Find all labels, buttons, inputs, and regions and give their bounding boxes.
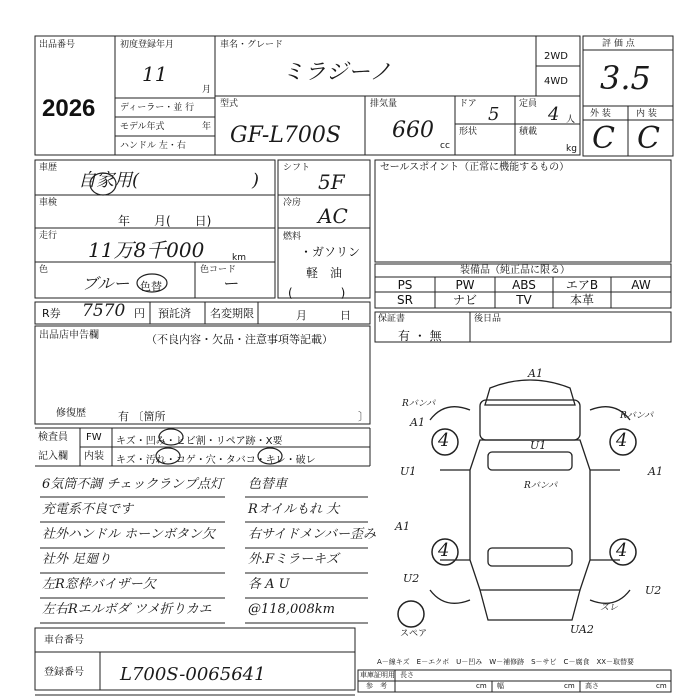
after-day-label: 後日品 [474, 314, 502, 324]
handwritten-note: 色替車 [248, 477, 288, 492]
fuel-label: 燃料 [283, 232, 302, 242]
capacity-label: 定員 [519, 99, 538, 109]
name-change-label: 名変期限 [210, 307, 254, 320]
tire-tread-value: 4 [616, 540, 628, 561]
handwritten-note: 左右Rエルボダ ツメ折りカエ [42, 602, 212, 617]
handwritten-note: 6気筒不調 チェックランプ点灯 [42, 477, 224, 492]
handwritten-note: 各 A U [248, 577, 290, 592]
damage-mark: UA2 [570, 623, 594, 636]
drive-4wd: 4WD [544, 76, 568, 87]
name-change-text: 月 日 [296, 309, 351, 322]
type-label: 型式 [220, 99, 239, 109]
damage-mark: A1 [648, 465, 663, 478]
cert-label: 車庫証明用 [360, 671, 395, 679]
capacity-value: 4 [548, 104, 560, 125]
tire-tread-value: 4 [438, 430, 450, 451]
damage-note: Rバンパ [402, 399, 436, 409]
yen-unit: 円 [134, 307, 145, 320]
damage-mark: U1 [400, 465, 417, 478]
repair-label: 修復歴 [56, 408, 86, 419]
tire-tread-value: 4 [616, 430, 628, 451]
chassis-value: L700S-0065641 [120, 664, 266, 685]
cc-unit: cc [440, 141, 450, 151]
km-unit: km [232, 253, 246, 263]
first-reg-year: 11 [142, 62, 168, 86]
fw-text: キズ・凹み・ヒビ割・リペア跡・X要 [116, 436, 283, 447]
damage-note: Rバンパ [524, 481, 558, 491]
ref-label: 参 考 [366, 682, 387, 690]
equipment-item: SR [397, 293, 413, 307]
damage-mark: A1 [528, 367, 543, 380]
reg-number-label: 登録番号 [44, 667, 84, 678]
handwritten-note: 充電系不良です [42, 502, 134, 517]
inspector-label: 検査員 [38, 432, 68, 443]
width-label: 幅 [497, 682, 504, 690]
recycle-label: R券 [42, 307, 61, 320]
lot-label: 出品番号 [39, 40, 76, 50]
deposit-label: 預託済 [158, 307, 191, 320]
repair-value: 有 〔箇所 [118, 410, 166, 423]
interior-label: 内 装 [636, 109, 657, 119]
handwritten-note: 社外 足廻り [42, 552, 112, 567]
color-repaint: 色替 [140, 280, 162, 293]
exterior-grade: C [592, 121, 615, 156]
load-label: 積載 [519, 127, 538, 137]
damage-note: Rバンパ [620, 411, 654, 421]
door-value: 5 [488, 104, 500, 125]
model-name-label: 車名・グレード [220, 40, 284, 50]
handwritten-note: 左R窓枠バイザー欠 [42, 577, 156, 592]
inspection-label: 車検 [39, 198, 58, 208]
warranty-options: 有 ・ 無 [398, 329, 442, 343]
mileage-value: 11万8千000 [88, 238, 205, 262]
color-code-value: ー [222, 274, 239, 293]
fuel-gas: ・ガソリン [300, 245, 361, 259]
damage-note: ズレ [600, 603, 619, 613]
interior-text: キズ・汚れ・コゲ・穴・タバコ・キレ・破レ [116, 455, 316, 466]
damage-mark: U1 [530, 439, 547, 452]
cm-unit-2: cm [564, 682, 575, 690]
lot-number: 2026 [42, 95, 96, 122]
shape-label: 形状 [459, 127, 478, 137]
shift-label: シフト [283, 163, 311, 173]
equipment-item: TV [516, 293, 532, 307]
damage-mark: U2 [403, 572, 420, 585]
equipment-item: AW [631, 278, 651, 292]
record-label: 記入欄 [38, 451, 68, 462]
handwritten-note: Rオイルもれ 大 [248, 502, 340, 517]
length-label: 長さ [400, 671, 414, 679]
equipment-title: 装備品（純正品に限る） [460, 265, 570, 276]
interior-note-label: 内装 [84, 451, 104, 462]
warranty-label: 保証書 [378, 314, 406, 324]
model-name: ミラジーノ [282, 60, 392, 85]
model-year-label: モデル年式 [120, 122, 165, 132]
shift-value: 5F [318, 170, 345, 194]
damage-mark: A1 [395, 520, 410, 533]
damage-mark: U2 [645, 584, 662, 597]
recycle-value: 7570 [82, 301, 126, 321]
handwritten-note: 外.Fミラーキズ [248, 552, 339, 567]
score-value: 3.5 [600, 59, 651, 97]
sales-point-label: セールスポイント（正常に機能するもの） [380, 162, 570, 173]
drive-2wd: 2WD [544, 51, 568, 62]
handwritten-note: @118,008km [248, 602, 335, 617]
fuel-paren: ( ) [288, 286, 346, 300]
declaration-sub: （不良内容・欠品・注意事項等記載） [146, 333, 333, 346]
score-label: 評 価 点 [602, 39, 635, 49]
equipment-item: ナビ [452, 293, 477, 307]
equipment-item: 本革 [569, 293, 594, 307]
cm-unit-3: cm [656, 682, 667, 690]
handwritten-note: 右サイドメンバー歪み [248, 527, 377, 542]
height-label: 高さ [585, 682, 599, 690]
exterior-label: 外 装 [590, 109, 611, 119]
displacement-value: 660 [392, 118, 434, 143]
equipment-item: ABS [512, 278, 536, 292]
car-diagram [430, 380, 630, 620]
year-unit: 年 [202, 122, 212, 132]
damage-mark: A1 [410, 416, 425, 429]
damage-legend: A－線キズ E－エクボ U－凹み W－補修跡 S－サビ C－腐食 XX－取替要 [377, 658, 635, 666]
door-label: ドア [459, 99, 477, 109]
displacement-label: 排気量 [370, 99, 398, 109]
history-close: ) [252, 170, 260, 191]
history-label: 車歴 [39, 163, 58, 173]
chassis-label: 車台番号 [44, 635, 84, 646]
color-label: 色 [39, 265, 49, 275]
fw-label: FW [86, 432, 102, 443]
declaration-label: 出品店申告欄 [39, 330, 99, 341]
handwritten-note: 社外ハンドル ホーンボタン欠 [42, 527, 215, 542]
tire-tread-value: 4 [438, 540, 450, 561]
ac-label: 冷房 [283, 198, 302, 208]
cm-unit-1: cm [476, 682, 487, 690]
spare-label: スペア [400, 629, 428, 639]
fuel-diesel: 軽 油 [306, 266, 343, 280]
month-unit: 月 [202, 85, 212, 95]
first-reg-label: 初度登録年月 [120, 40, 175, 50]
history-value: 自家用( [78, 170, 140, 191]
ac-value: AC [318, 204, 348, 228]
color-code-label: 色コード [200, 265, 237, 275]
type-value: GF-L700S [230, 123, 341, 148]
equipment-item: エアB [565, 278, 599, 292]
interior-grade: C [637, 121, 660, 156]
equipment-item: PS [397, 278, 413, 292]
repair-close: 〕 [358, 410, 369, 423]
inspection-text: 年 月( 日) [118, 214, 212, 228]
person-unit: 人 [566, 115, 576, 125]
color-value: ブルー [82, 274, 130, 293]
mileage-label: 走行 [39, 231, 58, 241]
equipment-item: PW [455, 278, 475, 292]
handle-label: ハンドル 左・右 [120, 141, 186, 151]
dealer-label: ディーラー・並 行 [120, 103, 195, 113]
kg-unit: kg [566, 144, 577, 154]
